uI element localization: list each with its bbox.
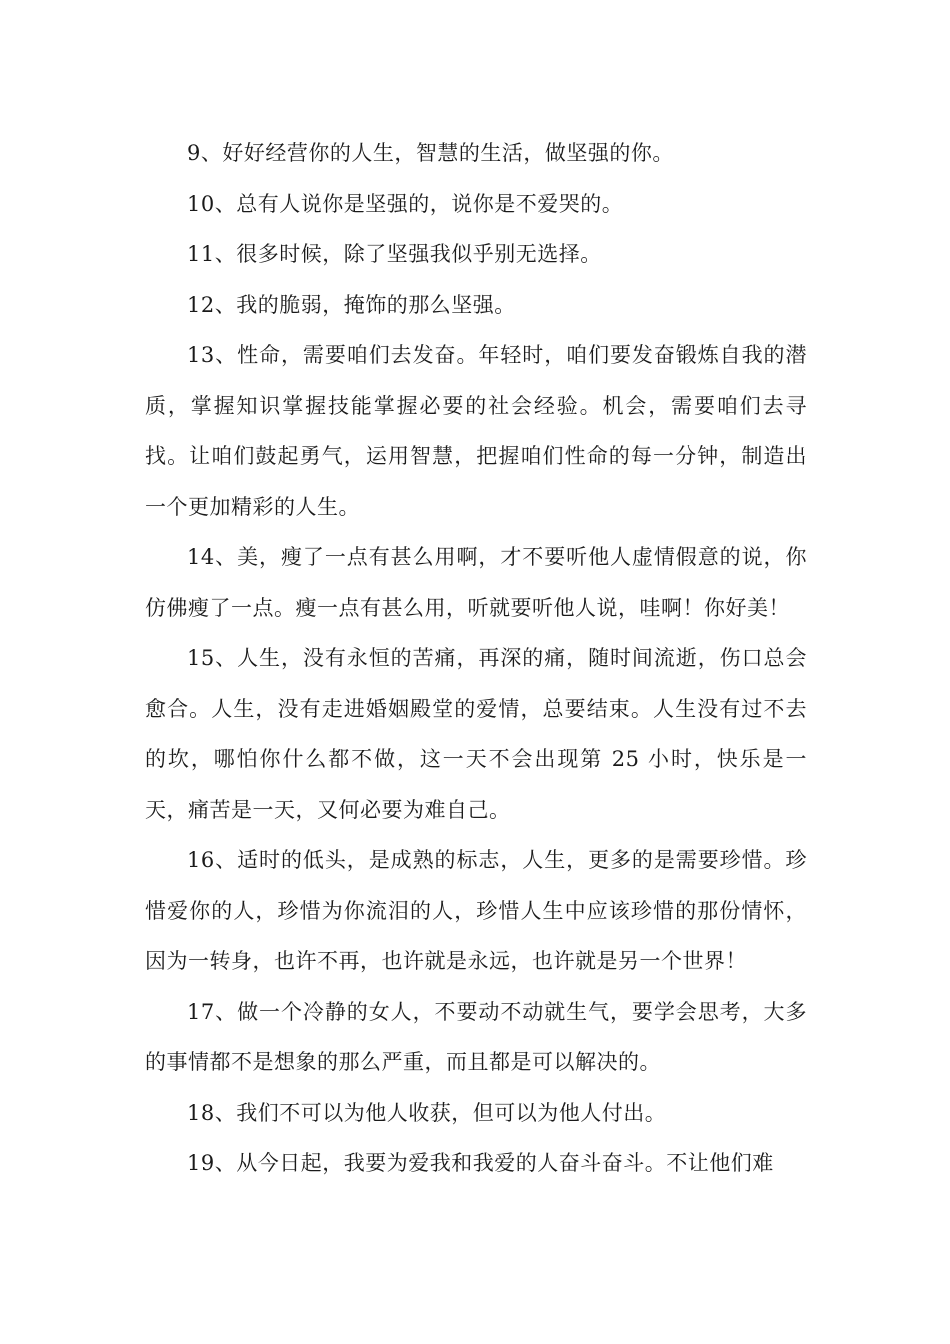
paragraph-13: 13、性命，需要咱们去发奋。年轻时，咱们要发奋锻炼自我的潜质，掌握知识掌握技能掌握必要的社会经验。机会，需要咱们去寻找。让咱们鼓起勇气，运用智慧，把握咱们性命的每一分钟，制造出一个更加精彩的人生。 (145, 343, 807, 519)
paragraph-11: 11、很多时候，除了坚强我似乎别无选择。 (187, 242, 602, 266)
paragraph-17: 17、做一个冷静的女人，不要动不动就生气，要学会思考，大多的事情都不是想象的那么严重，而且都是可以解决的。 (145, 999, 807, 1074)
paragraph-12: 12、我的脆弱，掩饰的那么坚强。 (187, 292, 516, 317)
paragraph-16: 16、适时的低头，是成熟的标志，人生，更多的是需要珍惜。珍惜爱你的人，珍惜为你流泪的人，珍惜人生中应该珍惜的那份情怀，因为一转身，也许不再，也许就是永远，也许就是另一个世界！ (145, 848, 807, 973)
paragraph-14: 14、美，瘦了一点有甚么用啊，才不要听他人虚情假意的说，你仿佛瘦了一点。瘦一点有甚么用，听就要听他人说，哇啊！你好美！ (145, 545, 807, 620)
paragraph-10: 10、总有人说你是坚强的，说你是不爱哭的。 (187, 191, 624, 216)
paragraph-18: 18、我们不可以为他人收获，但可以为他人付出。 (187, 1100, 667, 1125)
paragraph-15: 15、人生，没有永恒的苦痛，再深的痛，随时间流逝，伤口总会愈合。人生，没有走进婚姻殿堂的爱情，总要结束。人生没有过不去的坎，哪怕你什么都不做，这一天不会出现第 25 小时，快乐是一天，痛苦是一天，又何必要为难自己。 (145, 646, 807, 822)
paragraph-9: 9、好好经营你的人生，智慧的生活，做坚强的你。 (187, 141, 674, 165)
document-body (145, 128, 807, 1189)
paragraph-19: 19、从今日起，我要为爱我和我爱的人奋斗奋斗。不让他们难 (187, 1151, 774, 1175)
